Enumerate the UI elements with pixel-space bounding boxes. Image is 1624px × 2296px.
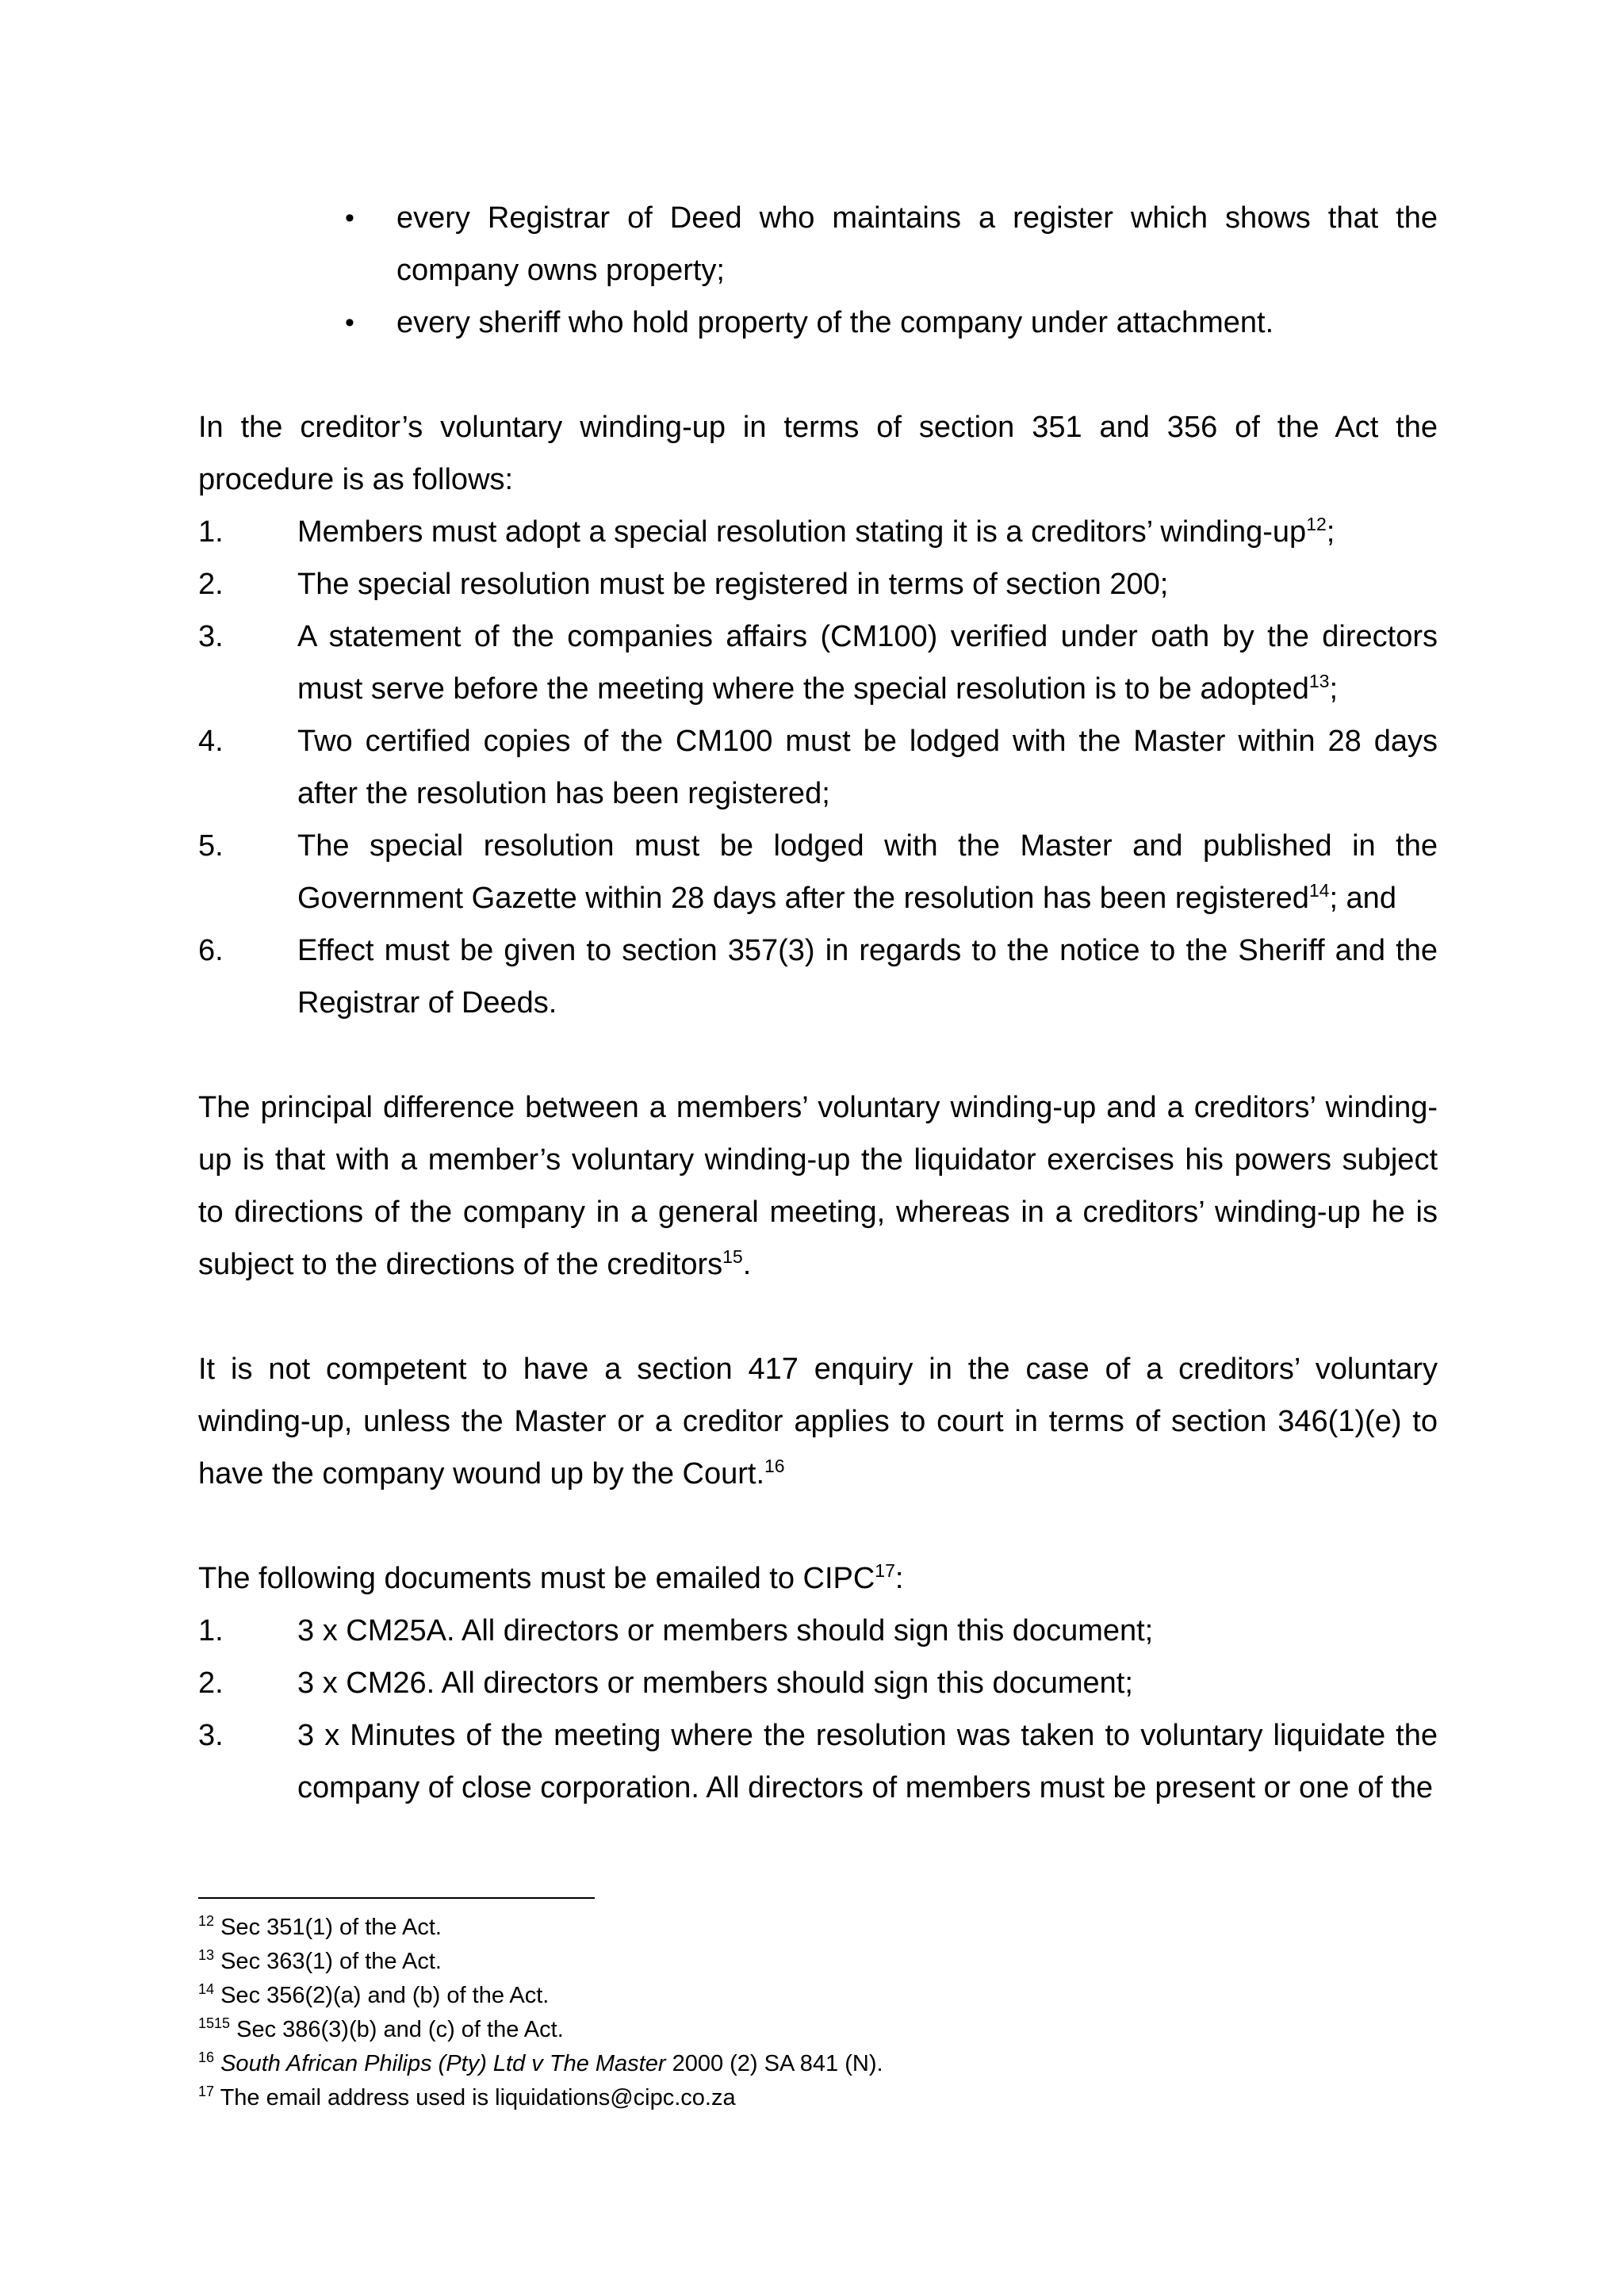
procedure-intro: In the creditor’s voluntary winding-up in terms of section 351 and 356 of the Act the procedure is as follows: [198,411,1438,496]
list-item [198,715,1438,820]
procedure-list [198,506,1438,1029]
footnote-ref[interactable]: 15 [722,1246,743,1267]
item-number: 4. [198,725,224,758]
item-number: 3. [198,1719,224,1752]
bullet-icon: • [345,308,354,338]
bullet-text: every sheriff who hold property of the company under attachment. [396,306,1274,339]
list-item [198,297,1438,349]
item-text: Two certified copies of the CM100 must be lodged with the Master within 28 days after the resolution has been registered; [297,725,1438,810]
item-text: 3 x CM26. All directors or members should sign this document; [297,1667,1133,1700]
body-text [198,192,1438,1814]
paragraph-suffix: : [894,1562,904,1595]
footnote-ref[interactable]: 12 [1306,514,1327,534]
item-suffix: ; [1329,672,1339,706]
list-item [198,820,1438,924]
footnote [198,2047,1438,2081]
footnote-ref[interactable]: 16 [764,1456,785,1476]
item-suffix: ; and [1329,882,1396,915]
item-text: 3 x Minutes of the meeting where the resolution was taken to voluntary liquidate the company of close corporation. All directors of members must be present or one of the [297,1719,1438,1804]
item-number: 1. [198,1614,224,1647]
list-item [198,192,1438,297]
footnote-ref[interactable]: 14 [1308,880,1330,901]
item-text: A statement of the companies affairs (CM100) verified under oath by the directors must serve before the meeting where the special resolution is to be adopted [297,620,1438,706]
paragraph-text: It is not competent to have a section 417 enquiry in the case of a creditors’ voluntary winding-up, unless the Master or a creditor applies to court in terms of section 346(1)(e) to have the company wound up by the Court. [198,1353,1438,1490]
item-number: 2. [198,1667,224,1700]
case-name: South African Philips (Pty) Ltd v The Master [220,2051,666,2076]
list-item [198,558,1438,610]
footnotes [198,1911,1438,2115]
item-number: 5. [198,829,224,863]
footnote [198,1911,1438,1945]
footnote [198,2081,1438,2115]
paragraph-text: The principal difference between a members’ voluntary winding-up and a creditors’ winding-up is that with a member’s voluntary winding-up the liquidator exercises his powers subject to directions of the company in a general meeting, whereas in a creditors’ winding-up he is subject to the directions of the creditors [198,1091,1438,1281]
bullet-text: every Registrar of Deed who maintains a register which shows that the company owns property; [396,201,1438,287]
list-item [198,1605,1438,1657]
documents-list [198,1605,1438,1814]
bullet-icon: • [345,203,354,233]
notice-bullet-list [198,192,1438,349]
list-item [198,610,1438,715]
footnote [198,1945,1438,1979]
footnote-text: Sec 386(3)(b) and (c) of the Act. [236,2017,564,2042]
footnote-number: 13 [198,1947,215,1963]
footnote-ref[interactable]: 17 [875,1560,895,1581]
list-item [198,1709,1438,1814]
item-text: 3 x CM25A. All directors or members should sign this document; [297,1614,1154,1647]
list-item [198,506,1438,558]
paragraph-suffix: . [742,1248,752,1281]
documents-intro [198,1552,1438,1605]
footnote-text: Sec 356(2)(a) and (b) of the Act. [220,1983,550,2008]
footnote [198,2013,1438,2047]
footnote-number: 16 [198,2049,215,2065]
footnote-divider [198,1897,595,1899]
item-number: 2. [198,568,224,601]
item-number: 3. [198,620,224,653]
item-text: Effect must be given to section 357(3) in regards to the notice to the Sheriff and the Registrar of Deeds. [297,934,1438,1020]
footnote-text: Sec 351(1) of the Act. [220,1915,442,1940]
list-item [198,1657,1438,1709]
footnote-text: Sec 363(1) of the Act. [220,1949,442,1974]
paragraph-text: The following documents must be emailed to CIPC [198,1562,875,1595]
item-text: The special resolution must be registered in terms of section 200; [297,568,1169,601]
footnote-number: 14 [198,1981,215,1997]
footnote-number: 12 [198,1913,215,1929]
enquiry-paragraph [198,1343,1438,1500]
item-suffix: ; [1326,515,1335,549]
item-text: The special resolution must be lodged with the Master and published in the Government Gazette within 28 days after the resolution has been registered [297,829,1438,915]
item-number: 1. [198,515,224,549]
difference-paragraph [198,1081,1438,1291]
footnote [198,1979,1438,2013]
footnote-text: The email address used is liquidations@cipc.co.za [220,2085,736,2110]
footnote-number: 17 [198,2084,215,2099]
footnote-text: 2000 (2) SA 841 (N). [665,2051,883,2076]
list-item [198,924,1438,1029]
footnote-number: 1515 [198,2015,231,2031]
item-text: Members must adopt a special resolution stating it is a creditors’ winding-up [297,515,1307,549]
item-number: 6. [198,934,224,967]
footnote-ref[interactable]: 13 [1308,671,1330,691]
